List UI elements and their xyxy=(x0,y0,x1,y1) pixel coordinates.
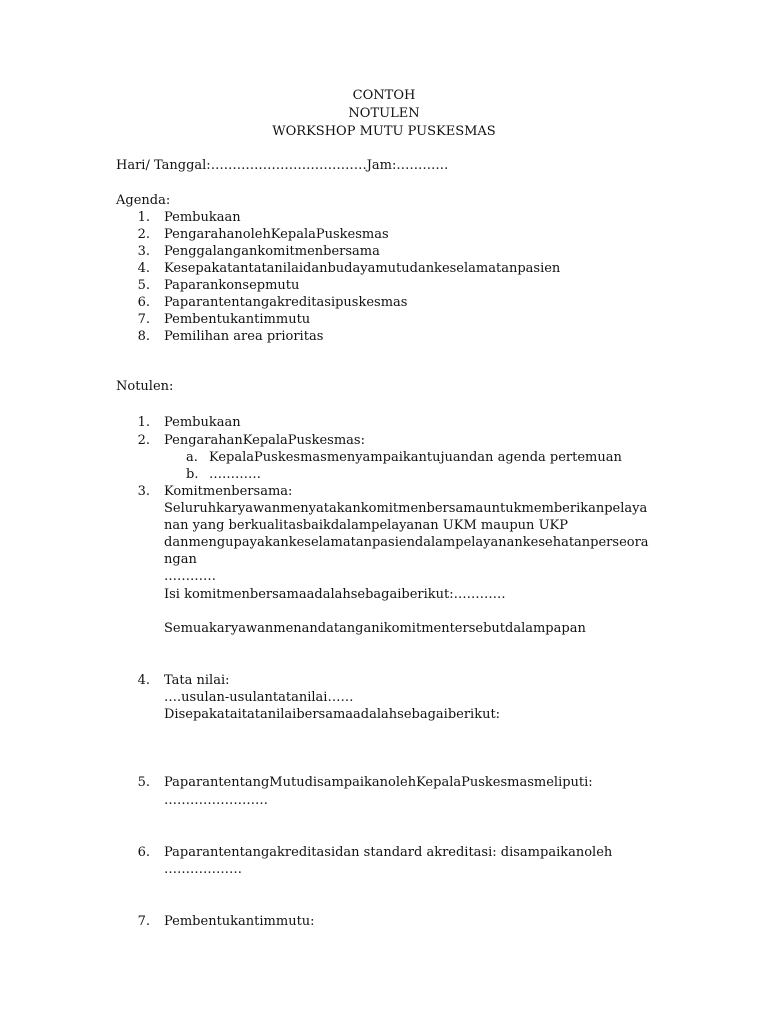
placeholder-dots: …………………… xyxy=(164,793,268,808)
agenda-item-text: Paparantentangakreditasipuskesmas xyxy=(164,295,408,310)
paragraph-line: Semuakaryawanmenandatanganikomitmentersebutdalampapan xyxy=(164,621,586,636)
notulen-item-number: 4. xyxy=(137,673,150,688)
agenda-item-number: 1. xyxy=(137,210,150,225)
notulen-item-text: PengarahanKepalaPuskesmas: xyxy=(164,433,365,448)
agenda-item-number: 3. xyxy=(137,244,150,259)
agenda-item-text: Pembukaan xyxy=(164,210,241,225)
paragraph-line: Seluruhkaryawanmenyatakankomitmenbersamauntukmemberikanpelaya xyxy=(164,501,648,516)
notulen-item-number: 5. xyxy=(137,775,150,790)
agenda-item-number: 4. xyxy=(137,261,150,276)
agenda-item-text: Paparankonsepmutu xyxy=(164,278,300,293)
agenda-item-text: Pemilihan area prioritas xyxy=(164,329,324,344)
notulen-item-text: Paparantentangakreditasidan standard akreditasi: disampaikanoleh xyxy=(164,845,613,860)
agenda-item-number: 7. xyxy=(137,312,150,327)
paragraph-line: Isi komitmenbersamaadalahsebagaiberikut:………… xyxy=(164,587,506,602)
notulen-item-text: PaparantentangMutudisampaikanolehKepalaPuskesmasmeliputi: xyxy=(164,775,593,790)
agenda-heading: Agenda: xyxy=(116,193,171,208)
placeholder-dots: ……………… xyxy=(164,862,242,877)
agenda-item-number: 8. xyxy=(137,329,150,344)
title-contoh: CONTOH xyxy=(352,88,416,103)
sub-item-text: KepalaPuskesmasmenyampaikantujuandan agenda pertemuan xyxy=(209,450,622,465)
agenda-item-text: Pembentukantimmutu xyxy=(164,312,311,327)
paragraph-line: ….usulan-usulantatanilai…… xyxy=(164,690,354,705)
notulen-item-text: Komitmenbersama: xyxy=(164,484,293,499)
title-notulen: NOTULEN xyxy=(348,106,420,121)
notulen-item-number: 1. xyxy=(137,415,150,430)
notulen-item-number: 7. xyxy=(137,914,150,929)
title-workshop: WORKSHOP MUTU PUSKESMAS xyxy=(272,124,496,139)
paragraph-line: danmengupayakankeselamatanpasiendalampelayanankesehatanperseora xyxy=(164,535,649,550)
agenda-item-text: Penggalangankomitmenbersama xyxy=(164,244,380,259)
agenda-item-number: 2. xyxy=(137,227,150,242)
notulen-item-number: 3. xyxy=(137,484,150,499)
sub-item-text: ………… xyxy=(209,467,261,482)
agenda-item-text: Kesepakatantatanilaidanbudayamutudankeselamatanpasien xyxy=(164,261,561,276)
notulen-item-text: Pembukaan xyxy=(164,415,241,430)
paragraph-line: ………… xyxy=(164,569,216,584)
notulen-item-text: Tata nilai: xyxy=(164,673,230,688)
agenda-item-text: PengarahanolehKepalaPuskesmas xyxy=(164,227,389,242)
paragraph-line: ngan xyxy=(164,552,197,567)
notulen-heading: Notulen: xyxy=(116,379,174,394)
notulen-item-number: 6. xyxy=(137,845,150,860)
notulen-item-text: Pembentukantimmutu: xyxy=(164,914,315,929)
agenda-item-number: 6. xyxy=(137,295,150,310)
paragraph-line: nan yang berkualitasbaikdalampelayanan UKM maupun UKP xyxy=(164,518,568,533)
agenda-item-number: 5. xyxy=(137,278,150,293)
sub-item-letter: a. xyxy=(186,450,198,465)
sub-item-letter: b. xyxy=(186,467,199,482)
paragraph-line: Disepakataitatanilaibersamaadalahsebagaiberikut: xyxy=(164,707,501,722)
date-time-line: Hari/ Tanggal:………………………………Jam:………… xyxy=(116,158,449,173)
notulen-item-number: 2. xyxy=(137,433,150,448)
